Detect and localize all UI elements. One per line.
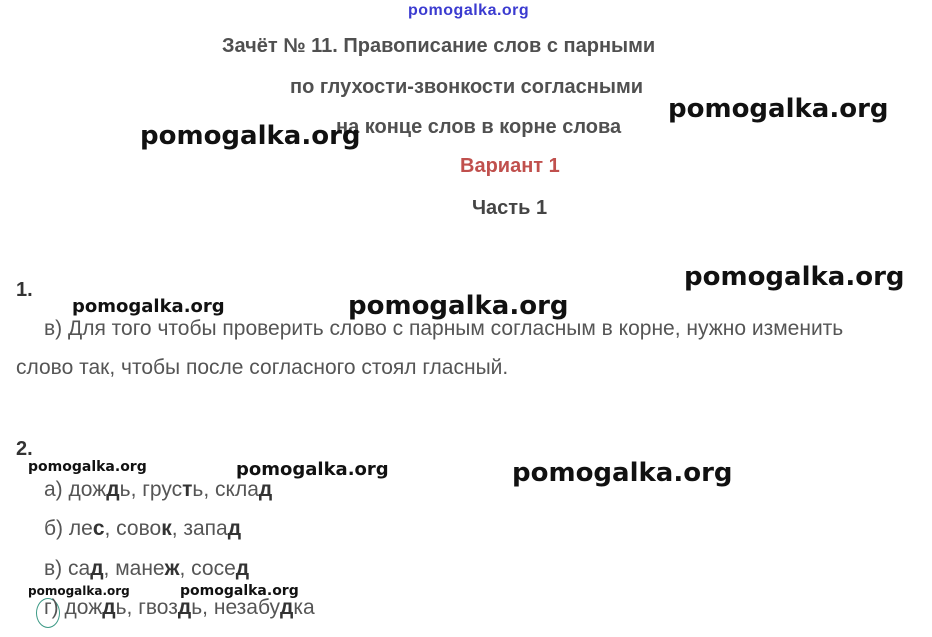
answer-row-a: а) дождь, грусть, склад: [44, 478, 273, 501]
question-2-number: 2.: [16, 438, 33, 460]
question-1-number: 1.: [16, 279, 33, 301]
watermark: pomogalka.org: [140, 121, 361, 151]
watermark: pomogalka.org: [684, 262, 905, 292]
variant-label: Вариант 1: [460, 155, 560, 177]
part-label: Часть 1: [472, 197, 548, 219]
watermark: pomogalka.org: [28, 459, 147, 475]
watermark: pomogalka.org: [180, 583, 299, 599]
answer-row-d: г) дождь, гвоздь, незабудка: [44, 596, 315, 619]
watermark: pomogalka.org: [348, 291, 569, 321]
watermark-top: pomogalka.org: [408, 2, 530, 19]
title-line-1: Зачёт № 11. Правописание слов с парными: [222, 35, 656, 57]
watermark: pomogalka.org: [72, 296, 225, 317]
answer-row-c: в) сад, манеж, сосед: [44, 557, 250, 580]
title-line-2: по глухости-звонкости согласными: [290, 76, 644, 98]
watermark: pomogalka.org: [28, 584, 130, 598]
title-line-3: на конце слов в корне слова: [336, 116, 622, 138]
watermark: pomogalka.org: [512, 458, 733, 488]
question-1-answer-line-2: слово так, чтобы после согласного стоял гласный.: [16, 356, 509, 379]
watermark: pomogalka.org: [236, 459, 389, 480]
answer-row-b: б) лес, совок, запад: [44, 517, 242, 540]
watermark: pomogalka.org: [668, 94, 889, 124]
question-1-answer-line-1: в) Для того чтобы проверить слово с парным согласным в корне, нужно изменить: [44, 317, 844, 340]
